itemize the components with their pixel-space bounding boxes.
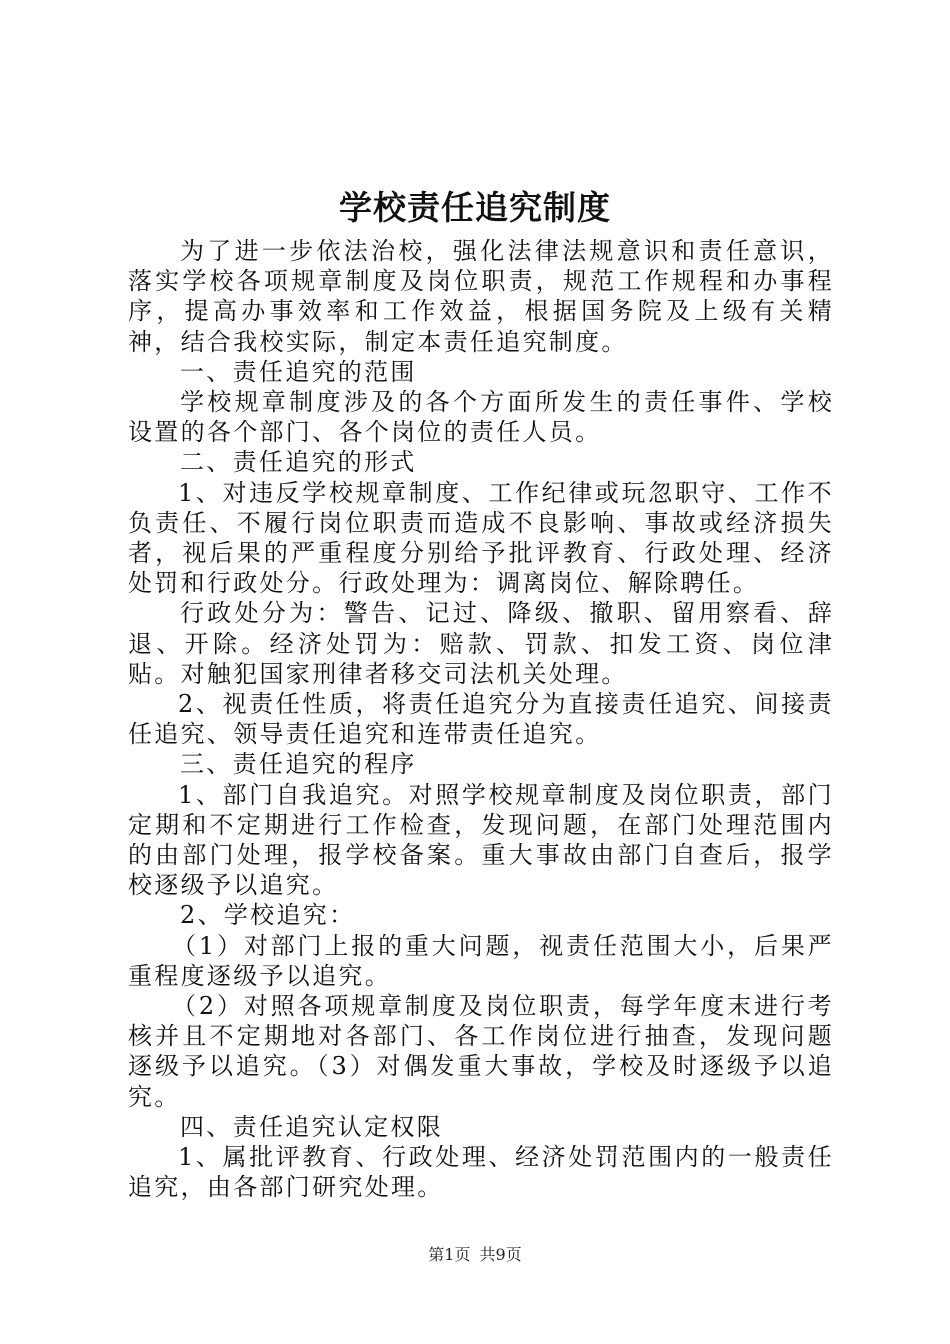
document-body: [128, 236, 834, 1203]
page-total: 共9页: [479, 1245, 522, 1264]
section-heading-1: 一、责任追究的范围: [180, 357, 417, 386]
paragraph-intro: 为了进一步依法治校，强化法律法规意识和责任意识，落实学校各项规章制度及岗位职责，规范工作规程和办事程序，提高办事效率和工作效益，根据国务院及上级有关精神，结合我校实际，制定本责任追究制度。: [128, 237, 834, 356]
paragraph-penalties: 行政处分为：警告、记过、降级、撤职、留用察看、辞退、开除。经济处罚为：赔款、罚款、扣发工资、岗位津贴。对触犯国家刑律者移交司法机关处理。: [128, 599, 834, 688]
section-heading-4: 四、责任追究认定权限: [180, 1112, 443, 1141]
page-number: 第1页: [428, 1245, 471, 1264]
paragraph-procedure-2: 2、学校追究：: [180, 901, 356, 930]
paragraph-form-1: 1、对违反学校规章制度、工作纪律或玩忽职守、工作不负责任、不履行岗位职责而造成不良影响、事故或经济损失者，视后果的严重程度分别给予批评教育、行政处理、经济处罚和行政处分。行政处理为：调离岗位、解除聘任。: [128, 478, 834, 598]
paragraph-scope: 学校规章制度涉及的各个方面所发生的责任事件、学校设置的各个部门、各个岗位的责任人员。: [128, 388, 834, 447]
section-heading-3: 三、责任追究的程序: [180, 750, 417, 779]
paragraph-procedure-2-1: （1）对部门上报的重大问题，视责任范围大小，后果严重程度逐级予以追究。: [128, 931, 834, 990]
paragraph-form-2: 2、视责任性质，将责任追究分为直接责任追究、间接责任追究、领导责任追究和连带责任追究。: [128, 690, 834, 749]
paragraph-procedure-2-2: （2）对照各项规章制度及岗位职责，每学年度末进行考核并且不定期地对各部门、各工作岗位进行抽查，发现问题逐级予以追究。（3）对偶发重大事故，学校及时逐级予以追究。: [128, 992, 834, 1111]
section-heading-2: 二、责任追究的形式: [180, 448, 417, 477]
page-footer: [0, 1244, 950, 1266]
paragraph-authority-1: 1、属批评教育、行政处理、经济处罚范围内的一般责任追究，由各部门研究处理。: [128, 1143, 834, 1202]
paragraph-procedure-1: 1、部门自我追究。对照学校规章制度及岗位职责，部门定期和不定期进行工作检查，发现问题，在部门处理范围内的由部门处理，报学校备案。重大事故由部门自查后，报学校逐级予以追究。: [128, 780, 834, 900]
document-title: 学校责任追究制度: [339, 188, 611, 227]
